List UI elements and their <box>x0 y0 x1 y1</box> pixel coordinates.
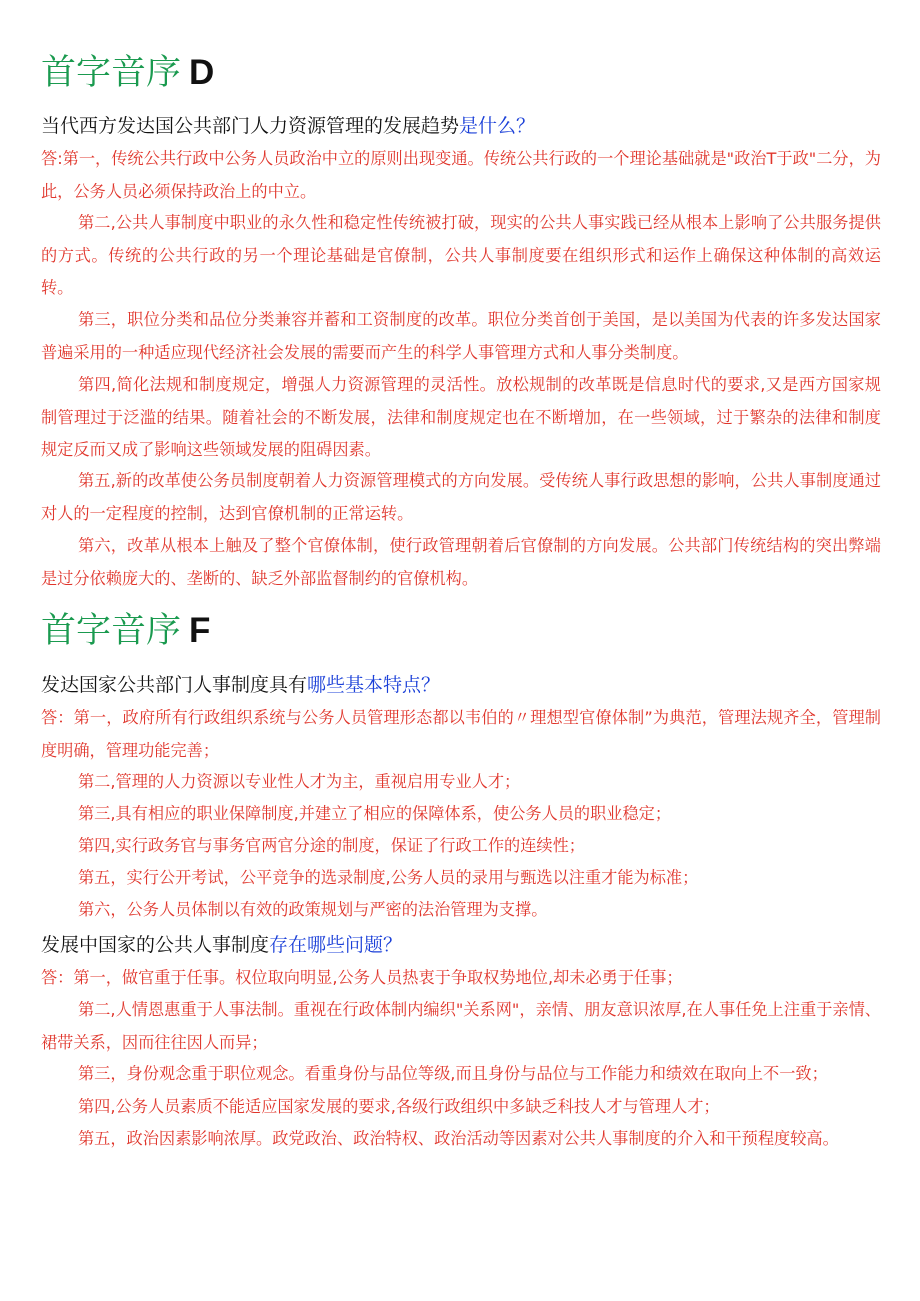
answer-paragraph: 第五,新的改革使公务员制度朝着人力资源管理模式的方向发展。受传统人事行政思想的影响，公共人事制度通过对人的一定程度的控制，达到官僚机制的正常运转。 <box>41 471 881 523</box>
heading-text: 首字音序 <box>41 53 182 93</box>
question-title <box>41 113 886 139</box>
answer-paragraph: 第六，公务人员体制以有效的政策规划与严密的法治管理为支撑。 <box>78 900 548 919</box>
question-text: 发展中国家的公共人事制度 <box>41 934 270 956</box>
answer-paragraph: 答：第一，做官重于任事。权位取向明显,公务人员热衷于争取权势地位,却未必勇于任事； <box>41 968 683 987</box>
heading-text: 首字音序 <box>41 611 182 651</box>
heading-letter: F <box>189 611 211 650</box>
question-text: 发达国家公共部门人事制度具有 <box>41 674 308 696</box>
question-highlight: 哪些基本特点？ <box>307 674 441 696</box>
question-title <box>41 932 886 958</box>
answer-paragraph: 第二,管理的人力资源以专业性人才为主，重视启用专业人才； <box>78 772 521 791</box>
answer-paragraph: 答：第一，政府所有行政组织系统与公务人员管理形态都以韦伯的〃理想型官僚体制”为典范，管理法规齐全，管理制度明确，管理功能完善； <box>41 708 881 760</box>
section-heading-d <box>41 50 214 96</box>
answer-paragraph: 答:第一，传统公共行政中公务人员政治中立的原则出现变通。传统公共行政的一个理论基础就是"政治T于政"二分，为此，公务人员必须保持政治上的中立。 <box>41 149 881 201</box>
section-heading-f <box>41 608 210 654</box>
question-title <box>41 672 886 698</box>
answer-paragraph: 第二,公共人事制度中职业的永久性和稳定性传统被打破，现实的公共人事实践已经从根本上影响了公共服务提供的方式。传统的公共行政的另一个理论基础是官僚制，公共人事制度要在组织形式和运作上确保这种体制的高效运转。 <box>41 213 881 297</box>
answer-paragraph: 第三,具有相应的职业保障制度,并建立了相应的保障体系，使公务人员的职业稳定； <box>78 804 672 823</box>
answer-paragraph: 第四,实行政务官与事务官两官分途的制度，保证了行政工作的连续性； <box>78 836 585 855</box>
answer-paragraph: 第五，实行公开考试，公平竞争的选录制度,公务人员的录用与甄选以注重才能为标准； <box>78 868 699 887</box>
answer-paragraph: 第四,公务人员素质不能适应国家发展的要求,各级行政组织中多缺乏科技人才与管理人才； <box>78 1097 720 1116</box>
question-text: 当代西方发达国公共部门人力资源管理的发展趋势 <box>41 115 460 137</box>
answer-paragraph: 第二,人情恩惠重于人事法制。重视在行政体制内编织"关系网"，亲情、朋友意识浓厚,在人事任免上注重于亲情、裙带关系，因而往往因人而异； <box>41 1000 881 1052</box>
answer-paragraph: 第六，改革从根本上触及了整个官僚体制，使行政管理朝着后官僚制的方向发展。公共部门传统结构的突出弊端是过分依赖庞大的、垄断的、缺乏外部监督制约的官僚机构。 <box>41 536 881 588</box>
answer-paragraph: 第四,简化法规和制度规定，增强人力资源管理的灵活性。放松规制的改革既是信息时代的要求,又是西方国家规制管理过于泛滥的结果。随着社会的不断发展，法律和制度规定也在不断增加，在一些领域，过于繁杂的法律和制度规定反而又成了影响这些领域发展的阻碍因素。 <box>41 375 881 459</box>
answer-paragraph: 第五，政治因素影响浓厚。政党政治、政治特权、政治活动等因素对公共人事制度的介入和干预程度较高。 <box>78 1129 839 1148</box>
answer-paragraph: 第三，职位分类和品位分类兼容并蓄和工资制度的改革。职位分类首创于美国，是以美国为代表的许多发达国家普遍采用的一种适应现代经济社会发展的需要而产生的科学人事管理方式和人事分类制度。 <box>41 310 881 362</box>
question-highlight: 是什么？ <box>459 115 536 137</box>
heading-letter: D <box>189 53 215 92</box>
question-highlight: 存在哪些问题？ <box>269 934 403 956</box>
answer-paragraph: 第三，身份观念重于职位观念。看重身份与品位等级,而且身份与品位与工作能力和绩效在取向上不一致； <box>78 1064 828 1083</box>
